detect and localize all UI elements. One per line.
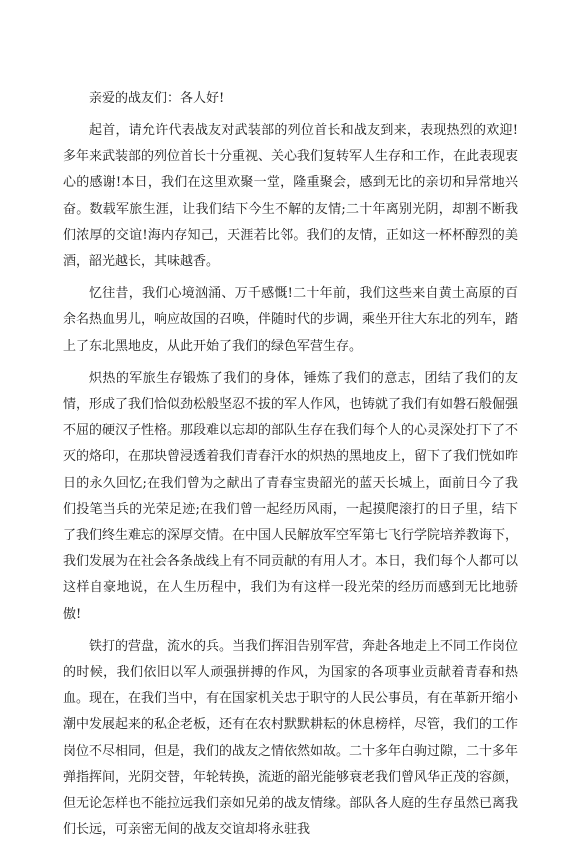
paragraph-after-service: 铁打的营盘，流水的兵。当我们挥泪告别军营，奔赴各地走上不同工作岗位的时候，我们依旧以军人顽强拼搏的作风，为国家的各项事业贡献着青春和热血。现在，在我们当中，有在国家机关忠于职守的人民公事员，有在革新开缩小潮中发展起来的私企老板，还有在农村默默耕耘的休息榜样，尽管，我们的工作岗位不尽相同，但是，我们的战友之情依然如故。二十多年白驹过隙，二十多年弹指挥间，光阴交替，年轮转换，流逝的韶光能够衰老我们曾风华正茂的容颜，但无论怎样也不能拉远我们亲如兄弟的战友情缘。部队各人庭的生存虽然已离我们长远，可亲密无间的战友交谊却将永驻我 [63, 638, 519, 838]
letter-body [63, 86, 518, 843]
paragraph-military-life: 炽热的军旅生存锻炼了我们的身体，锤炼了我们的意志，团结了我们的友情，形成了我们恰似劲松般坚忍不拔的军人作风，也铸就了我们有如磐石般倔强不屈的硬汉子性格。那段难以忘却的部队生存在我们每个人的心灵深处打下了不灭的烙印，在那块曾浸透着我们青春汗水的炽热的黑地皮上，留下了我们恍如昨日的永久回忆;在我们曾为之献出了青春宝贵韶光的蓝天长城上，面前日今了我们投笔当兵的光荣足迹;在我们曾一起经历风雨，一起摸爬滚打的日子里，结下了我们终生难忘的深厚交情。在中国人民解放军空军第七飞行学院培养教诲下，我们发展为在社会各条战线上有不同贡献的有用人才。本日，我们每个人都可以这样自豪地说，在人生历程中，我们为有这样一段光荣的经历而感到无比地骄傲! [63, 370, 519, 622]
paragraph-opening-welcome: 起首，请允许代表战友对武装部的列位首长和战友到来，表现热烈的欢迎!多年来武装部的列位首长十分重视、关心我们复转军人生存和工作，在此表现衷心的感谢!本日，我们在这里欢聚一堂，隆重聚会，感到无比的亲切和异常地兴奋。数载军旅生涯，让我们结下今生不解的友情;二十年离别光阴，却割不断我们浓厚的交谊!海内存知己，天涯若比邻。我们的友情，正如这一杯杯醇烈的美酒，韶光越长，其味越香。 [63, 123, 519, 270]
paragraph-recollection: 忆往昔，我们心境汹涌、万千感慨!二十年前，我们这些来自黄土高原的百余名热血男儿，响应故国的召唤，伴随时代的步调，乘坐开往大东北的列车，踏上了东北黑地皮，从此开始了我们的绿色军营生存。 [63, 286, 519, 354]
letter-salutation: 亲爱的战友们：各人好! [89, 91, 225, 106]
